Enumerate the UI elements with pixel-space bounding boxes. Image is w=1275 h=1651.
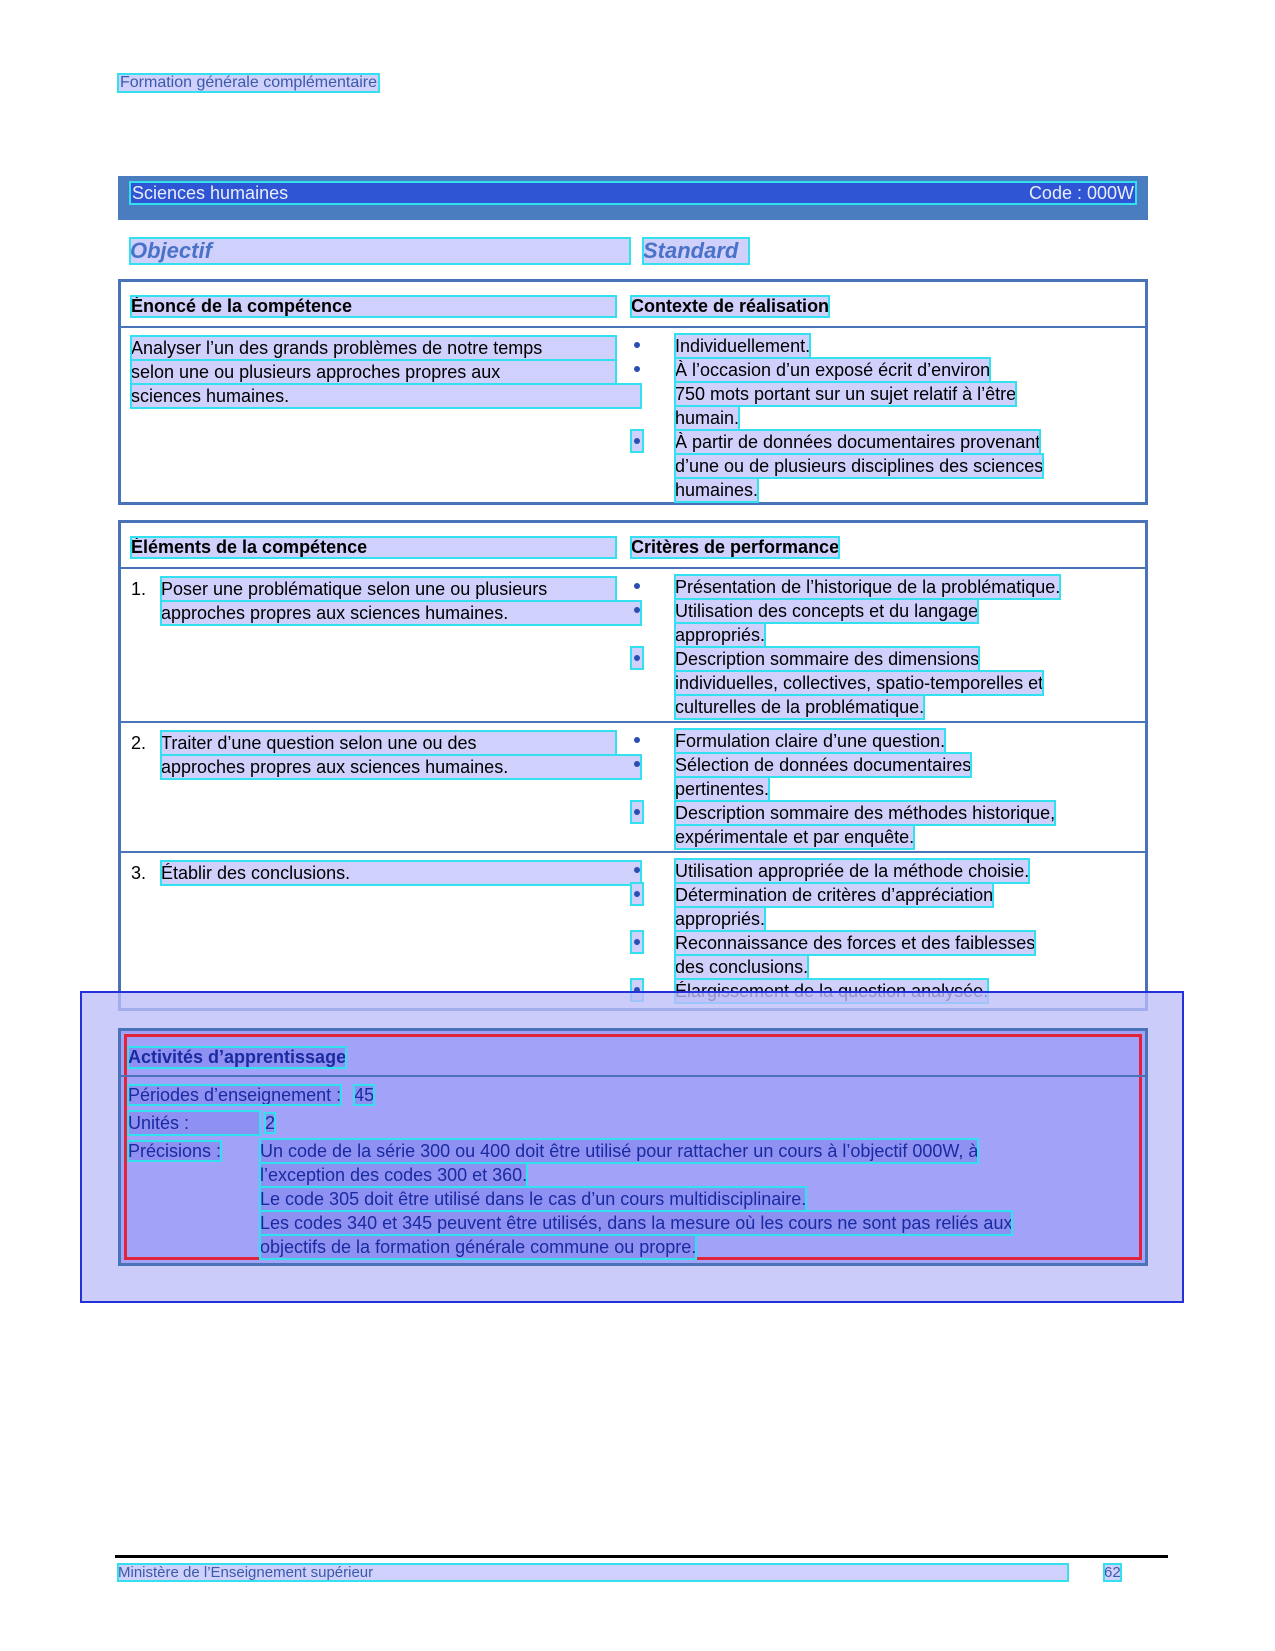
- item-line: appropriés.: [675, 625, 766, 645]
- item-line: humaines.: [675, 480, 759, 500]
- list-item: [631, 334, 1131, 358]
- element-row-3: [121, 851, 1145, 1013]
- precision-line: l’exception des codes 300 et 360.: [260, 1165, 528, 1185]
- element-item: [131, 731, 616, 779]
- list-item: [631, 931, 1131, 979]
- precision-line: objectifs de la formation générale commune ou propre.: [260, 1237, 697, 1257]
- item-line: Individuellement.: [675, 336, 811, 356]
- bullet-icon: [631, 334, 643, 356]
- bullet-icon: [631, 575, 643, 597]
- precisions-label: Précisions :: [128, 1141, 222, 1161]
- discipline-code: Code : 000W: [1028, 182, 1134, 203]
- element-line: approches propres aux sciences humaines.: [161, 755, 641, 779]
- activites-title: Activités d’apprentissage: [128, 1047, 347, 1067]
- item-line: Description sommaire des méthodes historique,: [675, 803, 1056, 823]
- context-list: [631, 334, 1131, 502]
- element-item: [131, 861, 616, 885]
- page-header: Formation générale complémentaire: [120, 74, 378, 91]
- bullet-icon: [631, 931, 643, 953]
- list-item: [631, 575, 1131, 599]
- item-line: Sélection de données documentaires: [675, 755, 972, 775]
- criteria-list: [631, 859, 1131, 1003]
- footer-ministry: Ministère de l’Enseignement supérieur: [118, 1564, 1068, 1581]
- item-line: Description sommaire des dimensions: [675, 649, 980, 669]
- contexte-heading: Contexte de réalisation: [631, 296, 830, 316]
- item-line: culturelles de la problématique.: [675, 697, 925, 717]
- item-line: individuelles, collectives, spatio-temporelles et: [675, 673, 1044, 693]
- item-line: À l’occasion d’un exposé écrit d’environ: [675, 360, 991, 380]
- statement-line: sciences humaines.: [131, 384, 641, 408]
- list-item: [631, 430, 1131, 502]
- discipline-name: Sciences humaines: [132, 182, 289, 203]
- page-number: 62: [1104, 1564, 1121, 1581]
- list-item: [631, 358, 1131, 430]
- unites-value: 2: [265, 1113, 276, 1133]
- statement-line: selon une ou plusieurs approches propres aux: [131, 360, 616, 384]
- activites-box: [118, 1028, 1148, 1266]
- element-item: [131, 577, 616, 625]
- bullet-icon: [631, 801, 643, 823]
- statement-line: Analyser l’un des grands problèmes de notre temps: [131, 336, 616, 360]
- elements-heading: Éléments de la compétence: [131, 537, 616, 558]
- discipline-banner: [118, 176, 1148, 220]
- activites-divider: [121, 1075, 1145, 1077]
- bullet-icon: [631, 599, 643, 621]
- item-line: Utilisation des concepts et du langage: [675, 601, 979, 621]
- elements-header-row: [121, 523, 1145, 567]
- item-line: Utilisation appropriée de la méthode choisie.: [675, 861, 1030, 881]
- criteria-list: [631, 729, 1131, 849]
- item-line: Formulation claire d’une question.: [675, 731, 946, 751]
- criteres-heading: Critères de performance: [631, 537, 840, 557]
- objectif-title: Objectif: [130, 238, 630, 264]
- item-line: appropriés.: [675, 909, 766, 929]
- precision-line: Les codes 340 et 345 peuvent être utilisés, dans la mesure où les cours ne sont pas reliés aux: [260, 1213, 1013, 1233]
- footer-rule: [115, 1555, 1168, 1558]
- item-line: d’une ou de plusieurs disciplines des sciences: [675, 456, 1044, 476]
- periodes-value: 45: [354, 1085, 375, 1105]
- item-line: expérimentale et par enquête.: [675, 827, 915, 847]
- item-line: des conclusions.: [675, 957, 809, 977]
- precision-line: Un code de la série 300 ou 400 doit être utilisé pour rattacher un cours à l’objectif 000W, à: [260, 1141, 979, 1161]
- element-number: 1.: [131, 579, 147, 599]
- bullet-icon: [631, 859, 643, 881]
- precisions-text: [260, 1139, 1140, 1259]
- competence-statement: [131, 336, 616, 408]
- element-number: 3.: [131, 863, 147, 883]
- list-item: [631, 753, 1131, 801]
- periodes-label: Périodes d’enseignement :: [128, 1085, 342, 1105]
- section-titles: [130, 238, 1140, 264]
- elements-table: [118, 520, 1148, 1011]
- list-item: [631, 859, 1131, 883]
- element-row-2: [121, 721, 1145, 851]
- bullet-icon: [631, 647, 643, 669]
- element-line: Établir des conclusions.: [161, 861, 641, 885]
- list-item: [631, 599, 1131, 647]
- standard-title: Standard: [643, 238, 749, 264]
- item-line: humain.: [675, 408, 740, 428]
- competence-body-row: [121, 326, 1145, 504]
- list-item: [631, 801, 1131, 849]
- item-line: pertinentes.: [675, 779, 770, 799]
- item-line: Reconnaissance des forces et des faiblesses: [675, 933, 1036, 953]
- precision-line: Le code 305 doit être utilisé dans le cas d’un cours multidisciplinaire.: [260, 1189, 807, 1209]
- item-line: À partir de données documentaires provenant: [675, 432, 1041, 452]
- item-line: Détermination de critères d’appréciation: [675, 885, 994, 905]
- unites-label: Unités :: [128, 1111, 260, 1135]
- criteria-list: [631, 575, 1131, 719]
- element-line: Poser une problématique selon une ou plusieurs: [161, 577, 616, 601]
- element-number: 2.: [131, 733, 147, 753]
- item-line: Présentation de l’historique de la problématique.: [675, 577, 1061, 597]
- element-row-1: [121, 567, 1145, 721]
- bullet-icon: [631, 753, 643, 775]
- list-item: [631, 883, 1131, 931]
- bullet-icon: [631, 729, 643, 751]
- competence-table: [118, 279, 1148, 505]
- enonce-heading: Énoncé de la compétence: [131, 296, 616, 317]
- element-line: Traiter d’une question selon une ou des: [161, 731, 616, 755]
- competence-header-row: [121, 282, 1145, 326]
- bullet-icon: [631, 430, 643, 452]
- item-line: 750 mots portant sur un sujet relatif à l’être: [675, 384, 1017, 404]
- bullet-icon: [631, 358, 643, 380]
- element-line: approches propres aux sciences humaines.: [161, 601, 641, 625]
- bullet-icon: [631, 883, 643, 905]
- list-item: [631, 647, 1131, 719]
- list-item: [631, 729, 1131, 753]
